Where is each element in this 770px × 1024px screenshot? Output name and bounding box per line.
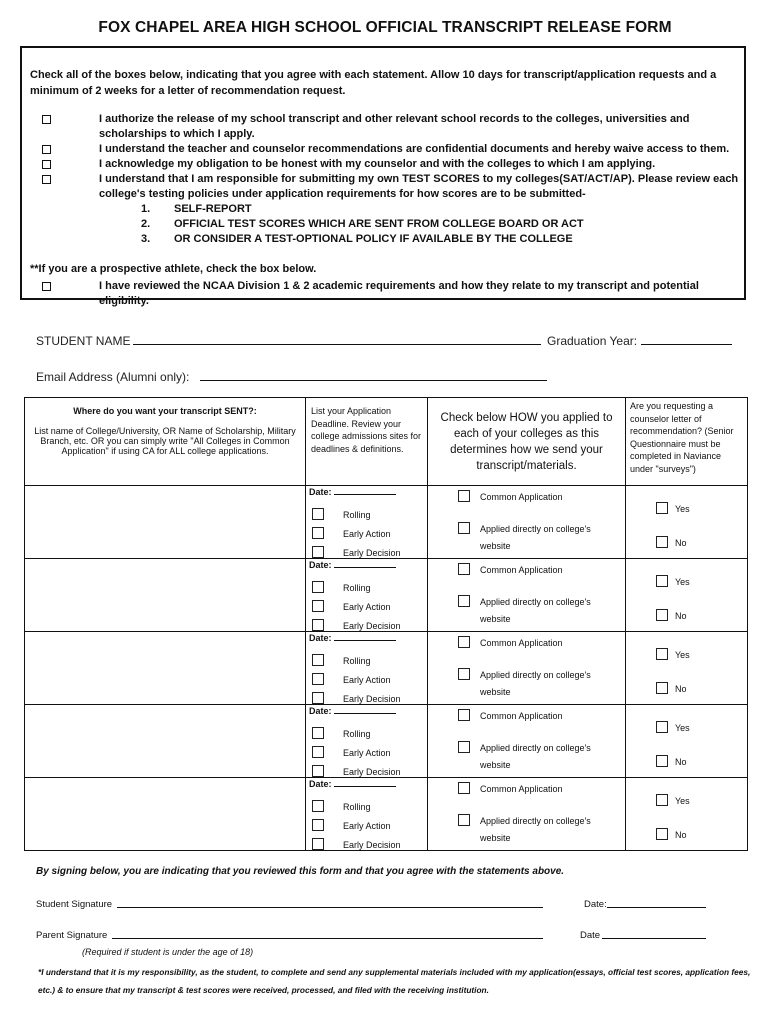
deadline-cell bbox=[306, 632, 428, 705]
date-underline bbox=[334, 779, 396, 787]
rec-yes-checkbox[interactable] bbox=[656, 648, 668, 660]
date-underline bbox=[334, 487, 396, 495]
direct-apply-checkbox[interactable] bbox=[458, 668, 470, 680]
statement-checkbox[interactable] bbox=[42, 160, 51, 169]
agreement-intro: Check all of the boxes below, indicating that you agree with each statement. Allow 10 days for transcript/application requests and a minimum of 2 weeks for a letter of recommendation request. bbox=[30, 69, 717, 97]
deadline-option-label: Early Action bbox=[343, 529, 391, 539]
date-underline bbox=[334, 560, 396, 568]
college-name-cell[interactable] bbox=[25, 778, 306, 851]
parent-date-input[interactable] bbox=[602, 938, 706, 939]
deadline-option-label: Early Decision bbox=[343, 840, 401, 850]
email-input[interactable] bbox=[200, 380, 547, 381]
statement-1 bbox=[42, 112, 738, 142]
deadline-option-label: Rolling bbox=[343, 510, 371, 520]
statement-checkbox[interactable] bbox=[42, 115, 51, 124]
deadline-checkbox[interactable] bbox=[312, 673, 324, 685]
parent-signature-input[interactable] bbox=[112, 938, 543, 939]
statement-text: I acknowledge my obligation to be honest with my counselor and with the colleges to which I am applying. bbox=[99, 158, 656, 170]
statement-text: I authorize the release of my school transcript and other relevant school records to the colleges, universities and scholarships to which I apply. bbox=[99, 113, 690, 140]
recommendation-cell bbox=[626, 705, 748, 778]
how-option-label: Common Application bbox=[480, 492, 563, 502]
col-how-applied-header: Check below HOW you applied to each of your colleges as this determines how we send your transcript/materials. bbox=[428, 398, 626, 486]
deadline-option-label: Rolling bbox=[343, 802, 371, 812]
recommendation-cell bbox=[626, 632, 748, 705]
score-option-text: SELF-REPORT bbox=[174, 203, 252, 215]
student-signature-label: Student Signature bbox=[36, 899, 113, 910]
deadline-option-label: Early Action bbox=[343, 748, 391, 758]
direct-apply-checkbox[interactable] bbox=[458, 741, 470, 753]
direct-apply-checkbox[interactable] bbox=[458, 814, 470, 826]
col-deadline-header: List your Application Deadline. Review your college admissions sites for deadlines & definitions. bbox=[306, 398, 428, 486]
score-option-number: 1. bbox=[141, 203, 151, 215]
deadline-date[interactable] bbox=[309, 706, 396, 716]
deadline-date[interactable] bbox=[309, 633, 396, 643]
table-row bbox=[25, 559, 748, 632]
statement-text: I understand the teacher and counselor recommendations are confidential documents and hereby waive access to them. bbox=[99, 143, 730, 155]
deadline-option-label: Rolling bbox=[343, 729, 371, 739]
statement-checkbox[interactable] bbox=[42, 175, 51, 184]
common-app-checkbox[interactable] bbox=[458, 709, 470, 721]
common-app-checkbox[interactable] bbox=[458, 636, 470, 648]
how-option-label: Common Application bbox=[480, 711, 563, 721]
how-applied-cell bbox=[428, 559, 626, 632]
graduation-year-label: Graduation Year: bbox=[547, 334, 638, 348]
date-label: Date: bbox=[309, 633, 332, 643]
rec-option-label: Yes bbox=[675, 504, 690, 514]
score-option-number: 3. bbox=[141, 233, 151, 245]
col-destination-title: Where do you want your transcript SENT?: bbox=[73, 406, 257, 416]
email-label: Email Address (Alumni only): bbox=[36, 370, 190, 384]
deadline-checkbox[interactable] bbox=[312, 546, 324, 558]
deadline-checkbox[interactable] bbox=[312, 619, 324, 631]
rec-no-checkbox[interactable] bbox=[656, 536, 668, 548]
college-name-cell[interactable] bbox=[25, 559, 306, 632]
deadline-cell bbox=[306, 486, 428, 559]
signature-note: By signing below, you are indicating that you reviewed this form and that you agree with the statements above. bbox=[36, 866, 565, 877]
college-name-cell[interactable] bbox=[25, 486, 306, 559]
table-header-row bbox=[25, 398, 748, 486]
deadline-cell bbox=[306, 778, 428, 851]
deadline-option-label: Rolling bbox=[343, 656, 371, 666]
college-name-cell[interactable] bbox=[25, 705, 306, 778]
how-applied-cell bbox=[428, 778, 626, 851]
date-label: Date: bbox=[309, 560, 332, 570]
deadline-option-label: Early Decision bbox=[343, 694, 401, 704]
direct-apply-checkbox[interactable] bbox=[458, 522, 470, 534]
rec-option-label: Yes bbox=[675, 796, 690, 806]
how-option-label: Applied directly on college's website bbox=[480, 670, 591, 697]
parent-date-label: Date bbox=[580, 930, 601, 941]
how-applied-cell bbox=[428, 705, 626, 778]
deadline-checkbox[interactable] bbox=[312, 727, 324, 739]
deadline-checkbox[interactable] bbox=[312, 508, 324, 520]
table-row bbox=[25, 486, 748, 559]
rec-yes-checkbox[interactable] bbox=[656, 721, 668, 733]
statement-text: I understand that I am responsible for submitting my own TEST SCORES to my colleges(SAT/ACT/AP). Please review each college's testing policies under application requirements for how scores are to be submitted- bbox=[99, 173, 739, 200]
how-option-label: Common Application bbox=[480, 784, 563, 794]
footnote-line-1: *I understand that it is my responsibility, as the student, to complete and send any supplemental materials included with my application(essays, official test scores, application fees, bbox=[38, 967, 751, 977]
deadline-checkbox[interactable] bbox=[312, 600, 324, 612]
rec-option-label: Yes bbox=[675, 650, 690, 660]
statement-checkbox[interactable] bbox=[42, 145, 51, 154]
athlete-statement-text: I have reviewed the NCAA Division 1 & 2 academic requirements and how they relate to my transcript and potential eligibility. bbox=[99, 280, 699, 307]
student-name-label: STUDENT NAME bbox=[36, 334, 131, 348]
rec-yes-checkbox[interactable] bbox=[656, 794, 668, 806]
deadline-checkbox[interactable] bbox=[312, 654, 324, 666]
student-signature-input[interactable] bbox=[117, 907, 543, 908]
rec-yes-checkbox[interactable] bbox=[656, 502, 668, 514]
table-row bbox=[25, 778, 748, 851]
deadline-checkbox[interactable] bbox=[312, 581, 324, 593]
deadline-option-label: Early Action bbox=[343, 675, 391, 685]
rec-no-checkbox[interactable] bbox=[656, 682, 668, 694]
deadline-checkbox[interactable] bbox=[312, 838, 324, 850]
college-name-cell[interactable] bbox=[25, 632, 306, 705]
deadline-option-label: Rolling bbox=[343, 583, 371, 593]
how-option-label: Common Application bbox=[480, 565, 563, 575]
athlete-checkbox[interactable] bbox=[42, 282, 51, 291]
college-request-table bbox=[24, 397, 748, 851]
date-underline bbox=[334, 706, 396, 714]
recommendation-cell bbox=[626, 559, 748, 632]
deadline-checkbox[interactable] bbox=[312, 527, 324, 539]
agreement-box bbox=[20, 46, 746, 307]
col-recommendation-header: Are you requesting a counselor letter of recommendation? (Senior Questionnaire must be completed in Naviance under "surveys") bbox=[626, 398, 748, 486]
how-option-label: Common Application bbox=[480, 638, 563, 648]
deadline-option-label: Early Decision bbox=[343, 621, 401, 631]
how-applied-cell bbox=[428, 486, 626, 559]
rec-yes-checkbox[interactable] bbox=[656, 575, 668, 587]
date-label: Date: bbox=[309, 779, 332, 789]
common-app-checkbox[interactable] bbox=[458, 563, 470, 575]
date-underline bbox=[334, 633, 396, 641]
common-app-checkbox[interactable] bbox=[458, 490, 470, 502]
parent-signature-label: Parent Signature bbox=[36, 930, 108, 941]
table-row bbox=[25, 705, 748, 778]
deadline-date[interactable] bbox=[309, 560, 396, 570]
how-applied-cell bbox=[428, 632, 626, 705]
score-option-text: OFFICIAL TEST SCORES WHICH ARE SENT FROM COLLEGE BOARD OR ACT bbox=[174, 218, 584, 230]
student-date-label: Date: bbox=[584, 899, 607, 910]
deadline-cell bbox=[306, 705, 428, 778]
date-label: Date: bbox=[309, 706, 332, 716]
rec-no-checkbox[interactable] bbox=[656, 755, 668, 767]
how-option-label: Applied directly on college's website bbox=[480, 524, 591, 551]
recommendation-cell bbox=[626, 778, 748, 851]
deadline-option-label: Early Decision bbox=[343, 767, 401, 777]
parent-required-note: (Required if student is under the age of 18) bbox=[82, 947, 254, 957]
student-date-input[interactable] bbox=[607, 907, 706, 908]
athlete-intro: **If you are a prospective athlete, check the box below. bbox=[30, 263, 317, 275]
score-option-number: 2. bbox=[141, 218, 151, 230]
rec-option-label: No bbox=[675, 830, 687, 840]
deadline-option-label: Early Action bbox=[343, 602, 391, 612]
recommendation-cell bbox=[626, 486, 748, 559]
rec-no-checkbox[interactable] bbox=[656, 609, 668, 621]
rec-no-checkbox[interactable] bbox=[656, 828, 668, 840]
col-destination-header bbox=[25, 398, 306, 486]
deadline-checkbox[interactable] bbox=[312, 692, 324, 704]
direct-apply-checkbox[interactable] bbox=[458, 595, 470, 607]
date-label: Date: bbox=[309, 487, 332, 497]
rec-option-label: Yes bbox=[675, 577, 690, 587]
deadline-checkbox[interactable] bbox=[312, 765, 324, 777]
deadline-date[interactable] bbox=[309, 779, 396, 789]
deadline-date[interactable] bbox=[309, 487, 396, 497]
deadline-cell bbox=[306, 559, 428, 632]
how-option-label: Applied directly on college's website bbox=[480, 597, 591, 624]
footnote-line-2: etc.) & to ensure that my transcript & test scores were received, processed, and filed with the receiving institution. bbox=[38, 985, 489, 995]
table-row bbox=[25, 632, 748, 705]
how-option-label: Applied directly on college's website bbox=[480, 743, 591, 770]
deadline-option-label: Early Decision bbox=[343, 548, 401, 558]
rec-option-label: No bbox=[675, 538, 687, 548]
rec-option-label: No bbox=[675, 611, 687, 621]
score-option-text: OR CONSIDER A TEST-OPTIONAL POLICY IF AVAILABLE BY THE COLLEGE bbox=[174, 233, 573, 245]
rec-option-label: No bbox=[675, 757, 687, 767]
rec-option-label: No bbox=[675, 684, 687, 694]
how-option-label: Applied directly on college's website bbox=[480, 816, 591, 843]
deadline-checkbox[interactable] bbox=[312, 800, 324, 812]
student-name-input[interactable] bbox=[133, 344, 541, 345]
graduation-year-input[interactable] bbox=[641, 344, 732, 345]
common-app-checkbox[interactable] bbox=[458, 782, 470, 794]
col-destination-instructions: List name of College/University, OR Name of Scholarship, Military Branch, etc. OR you can simply write "All Colleges in Common Application" if using CA for ALL college applications. bbox=[34, 426, 296, 456]
deadline-checkbox[interactable] bbox=[312, 746, 324, 758]
form-title: FOX CHAPEL AREA HIGH SCHOOL OFFICIAL TRANSCRIPT RELEASE FORM bbox=[98, 19, 672, 36]
deadline-checkbox[interactable] bbox=[312, 819, 324, 831]
rec-option-label: Yes bbox=[675, 723, 690, 733]
deadline-option-label: Early Action bbox=[343, 821, 391, 831]
